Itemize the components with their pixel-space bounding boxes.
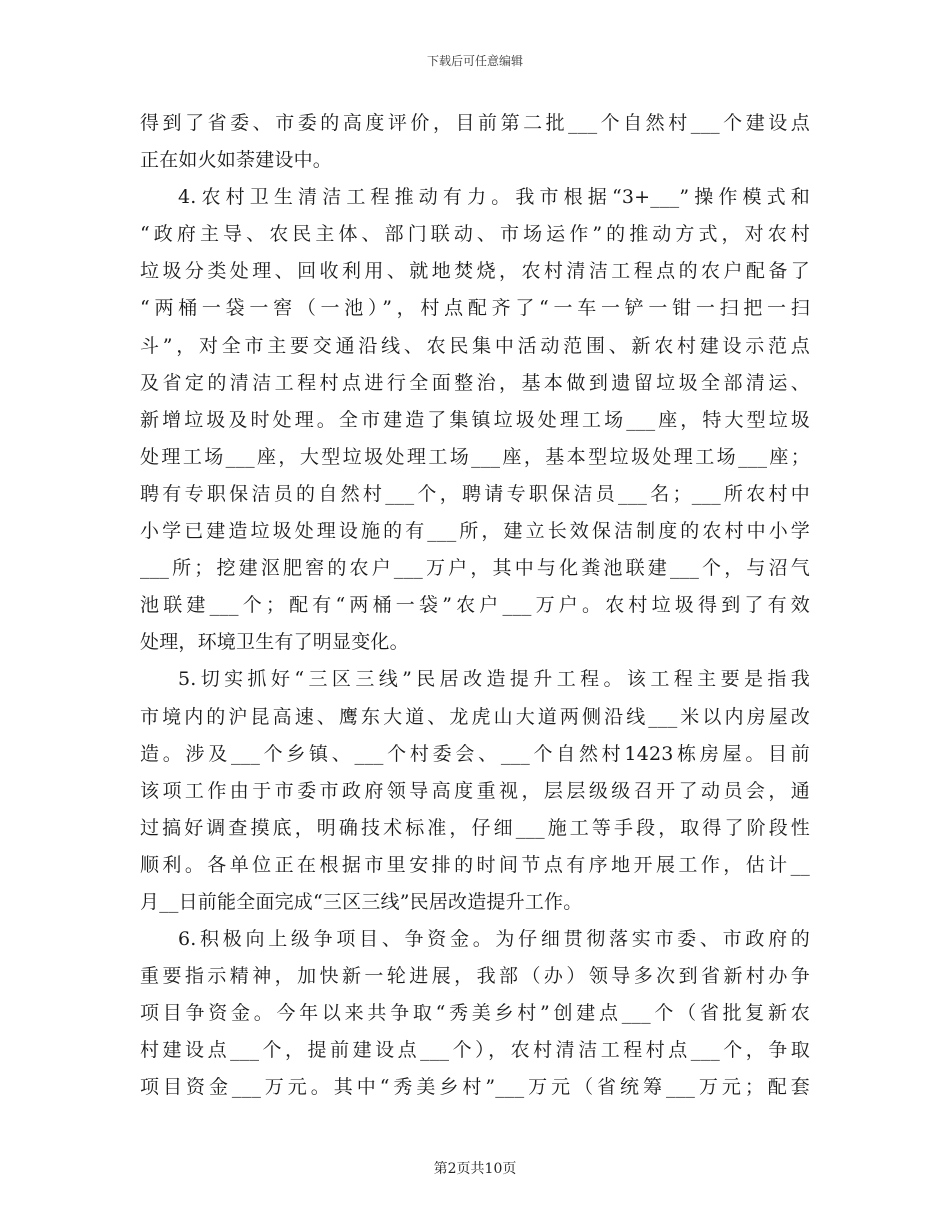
- text-line: 4.农村卫生清洁工程推动有力。我市根据“3+___”操作模式和: [178, 186, 810, 209]
- text-line: 得到了省委、市委的高度评价，目前第二批___个自然村___个建设点: [140, 112, 810, 134]
- text-line: 过搞好调查摸底，明确技术标准，仔细___施工等手段，取得了阶段性: [140, 816, 810, 839]
- text-line: 6.积极向上级争项目、争资金。为仔细贯彻落实市委、市政府的: [178, 928, 810, 951]
- text-line: 该项工作由于市委市政府领导高度重视，层层级级召开了动员会，通: [140, 779, 810, 802]
- text-line: “两桶一袋一窖（一池）”，村点配齐了“一车一铲一钳一扫把一扫: [140, 297, 810, 320]
- text-line: 村建设点___个，提前建设点___个），农村清洁工程村点___个，争取: [140, 1039, 810, 1062]
- page-number-footer: 第2页共10页: [433, 1161, 517, 1177]
- document-body: [140, 105, 810, 1107]
- text-line: 处理，环境卫生有了明显变化。: [140, 631, 409, 654]
- text-line: 新增垃圾及时处理。全市建造了集镇垃圾处理工场___座，特大型垃圾: [140, 408, 810, 431]
- text-line: 处理工场___座，大型垃圾处理工场___座，基本型垃圾处理工场___座；: [140, 445, 810, 468]
- text-line: 月__日前能全面完成“三区三线”民居改造提升工作。: [140, 890, 583, 913]
- text-line: 池联建___个；配有“两桶一袋”农户___万户。农村垃圾得到了有效: [140, 594, 810, 617]
- text-line: 5.切实抓好“三区三线”民居改造提升工程。该工程主要是指我: [178, 668, 810, 691]
- text-line: 正在如火如荼建设中。: [140, 149, 333, 172]
- text-line: 及省定的清洁工程村点进行全面整治，基本做到遗留垃圾全部清运、: [140, 371, 810, 394]
- text-line: 顺利。各单位正在根据市里安排的时间节点有序地开展工作，估计__: [140, 853, 810, 876]
- text-line: 小学已建造垃圾处理设施的有___所，建立长效保洁制度的农村中小学: [140, 520, 810, 543]
- text-line: 项目争资金。今年以来共争取“秀美乡村”创建点___个（省批复新农: [140, 1002, 810, 1025]
- text-line: 垃圾分类处理、回收利用、就地焚烧，农村清洁工程点的农户配备了: [140, 260, 810, 283]
- text-line: 斗”，对全市主要交通沿线、农民集中活动范围、新农村建设示范点: [140, 334, 810, 357]
- text-line: 造。涉及___个乡镇、___个村委会、___个自然村1423栋房屋。目前: [140, 742, 810, 765]
- text-line: 项目资金___万元。其中“秀美乡村”___万元（省统筹___万元；配套: [140, 1076, 810, 1099]
- text-line: 重要指示精神，加快新一轮进展，我部（办）领导多次到省新村办争: [140, 965, 810, 988]
- page-header-note: 下载后可任意编辑: [426, 54, 523, 68]
- text-line: “政府主导、农民主体、部门联动、市场运作”的推动方式，对农村: [140, 223, 810, 246]
- text-line: 聘有专职保洁员的自然村___个，聘请专职保洁员___名；___所农村中: [140, 482, 810, 505]
- text-line: ___所；挖建沤肥窖的农户___万户，其中与化粪池联建___个，与沼气: [140, 557, 810, 580]
- text-line: 市境内的沪昆高速、鹰东大道、龙虎山大道两侧沿线___米以内房屋改: [140, 705, 810, 728]
